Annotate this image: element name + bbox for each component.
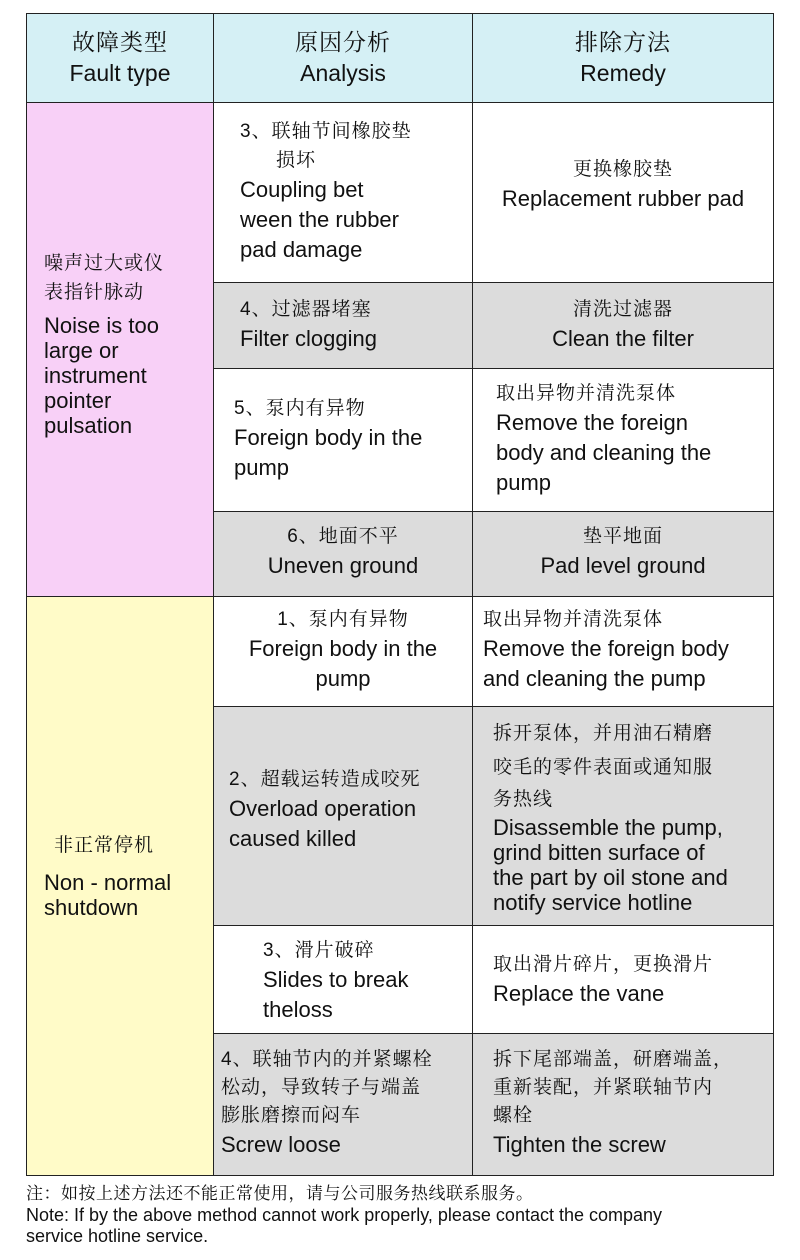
remedy-cell-5	[473, 597, 773, 707]
group-noise-en-5: pulsation	[44, 413, 133, 438]
remedy-6-en-4: notify service hotline	[493, 890, 693, 915]
remedy-cell-1	[473, 103, 773, 283]
remedy-8-zh-3: 螺栓	[493, 1105, 534, 1126]
group-noise-en-3: instrument	[44, 363, 147, 388]
header-remedy-zh: 排除方法	[575, 29, 671, 55]
header-analysis	[214, 14, 473, 103]
analysis-6-en-1: Overload operation	[229, 796, 417, 821]
group-shutdown-en-2: shutdown	[44, 895, 139, 920]
group-noise-zh-1: 噪声过大或仪	[44, 253, 165, 274]
remedy-6-en-3: the part by oil stone and	[493, 865, 728, 890]
remedy-3-zh: 取出异物并清洗泵体	[496, 383, 677, 404]
analysis-3-en-1: Foreign body in the	[234, 425, 423, 450]
remedy-2-en: Clean the filter	[552, 326, 694, 351]
footnote-en-1: Note: If by the above method cannot work properly, please contact the company	[26, 1205, 663, 1225]
analysis-3-zh: 5、泵内有异物	[234, 398, 366, 419]
analysis-1-en-2: ween the rubber	[240, 207, 399, 232]
remedy-8-zh-2: 重新装配，并紧联轴节内	[493, 1077, 714, 1098]
remedy-6-zh-3: 务热线	[493, 789, 554, 810]
header-analysis-en: Analysis	[300, 60, 386, 86]
remedy-2-zh: 清洗过滤器	[572, 299, 673, 320]
remedy-cell-4	[473, 512, 773, 597]
remedy-3-en-2: body and cleaning the	[496, 440, 712, 465]
analysis-1-en-3: pad damage	[240, 237, 363, 262]
header-fault-type	[27, 14, 214, 103]
remedy-7-en: Replace the vane	[493, 981, 665, 1006]
remedy-8-en: Tighten the screw	[493, 1132, 666, 1157]
group-noise-en-1: Noise is too	[44, 313, 159, 338]
remedy-5-en-2: and cleaning the pump	[483, 666, 706, 691]
footnote	[26, 1183, 786, 1247]
analysis-8-zh-2: 松动，导致转子与端盖	[221, 1077, 422, 1098]
analysis-cell-5	[214, 597, 473, 707]
analysis-cell-2	[214, 283, 473, 369]
remedy-cell-7	[473, 926, 773, 1034]
analysis-3-en-2: pump	[234, 455, 290, 480]
analysis-cell-7	[214, 926, 473, 1034]
analysis-7-en-2: theloss	[263, 997, 333, 1022]
analysis-6-zh: 2、超载运转造成咬死	[229, 769, 421, 790]
analysis-5-en-2: pump	[315, 666, 371, 691]
analysis-cell-8	[214, 1034, 473, 1175]
header-remedy-en: Remedy	[580, 60, 666, 86]
group-noise-en-4: pointer	[44, 388, 112, 413]
fault-group-noise	[27, 103, 214, 597]
analysis-6-en-2: caused killed	[229, 826, 357, 851]
header-remedy	[473, 14, 773, 103]
analysis-1-en-1: Coupling bet	[240, 177, 364, 202]
remedy-cell-2	[473, 283, 773, 369]
remedy-1-en: Replacement rubber pad	[501, 186, 745, 211]
group-shutdown-zh: 非正常停机	[54, 835, 155, 856]
analysis-7-en-1: Slides to break	[263, 967, 409, 992]
remedy-cell-6	[473, 707, 773, 926]
remedy-7-zh: 取出滑片碎片，更换滑片	[493, 954, 714, 975]
analysis-2-en: Filter clogging	[240, 326, 377, 351]
group-noise-zh-2: 表指针脉动	[44, 282, 145, 303]
header-fault-en: Fault type	[69, 60, 171, 86]
remedy-cell-8	[473, 1034, 773, 1175]
header-analysis-zh: 原因分析	[295, 29, 391, 55]
analysis-1-zh-1: 3、联轴节间橡胶垫	[240, 121, 412, 142]
remedy-1-zh: 更换橡胶垫	[572, 159, 673, 180]
remedy-3-en-3: pump	[496, 470, 552, 495]
remedy-6-zh-2: 咬毛的零件表面或通知服	[493, 757, 714, 778]
analysis-5-en-1: Foreign body in the	[248, 636, 438, 661]
remedy-6-zh-1: 拆开泵体，并用油石精磨	[493, 723, 714, 744]
analysis-cell-3	[214, 369, 473, 512]
remedy-4-en: Pad level ground	[540, 553, 706, 578]
analysis-5-zh: 1、泵内有异物	[277, 609, 409, 630]
remedy-6-en-2: grind bitten surface of	[493, 840, 705, 865]
remedy-4-zh: 垫平地面	[582, 526, 663, 547]
header-fault-zh: 故障类型	[72, 29, 168, 55]
analysis-4-zh: 6、地面不平	[287, 526, 399, 547]
remedy-3-en-1: Remove the foreign	[496, 410, 688, 435]
fault-group-shutdown	[27, 597, 214, 1175]
analysis-4-en: Uneven ground	[267, 553, 419, 578]
group-shutdown-en-1: Non - normal	[44, 870, 172, 895]
remedy-5-zh: 取出异物并清洗泵体	[483, 609, 664, 630]
analysis-7-zh: 3、滑片破碎	[263, 940, 375, 961]
remedy-cell-3	[473, 369, 773, 512]
analysis-cell-4	[214, 512, 473, 597]
group-noise-en-2: large or	[44, 338, 119, 363]
analysis-2-zh: 4、过滤器堵塞	[240, 299, 372, 320]
analysis-8-zh-3: 膨胀磨擦而闷车	[221, 1105, 362, 1126]
footnote-en-2: service hotline service.	[26, 1226, 209, 1246]
analysis-8-en: Screw loose	[221, 1132, 341, 1157]
fault-table	[26, 13, 774, 1176]
analysis-cell-6	[214, 707, 473, 926]
remedy-6-en-1: Disassemble the pump,	[493, 815, 723, 840]
remedy-5-en-1: Remove the foreign body	[483, 636, 729, 661]
analysis-cell-1	[214, 103, 473, 283]
footnote-zh: 注：如按上述方法还不能正常使用，请与公司服务热线联系服务。	[26, 1184, 534, 1203]
analysis-1-zh-2: 损坏	[276, 150, 317, 171]
remedy-8-zh-1: 拆下尾部端盖，研磨端盖，	[493, 1049, 734, 1070]
analysis-8-zh-1: 4、联轴节内的并紧螺栓	[221, 1049, 433, 1070]
